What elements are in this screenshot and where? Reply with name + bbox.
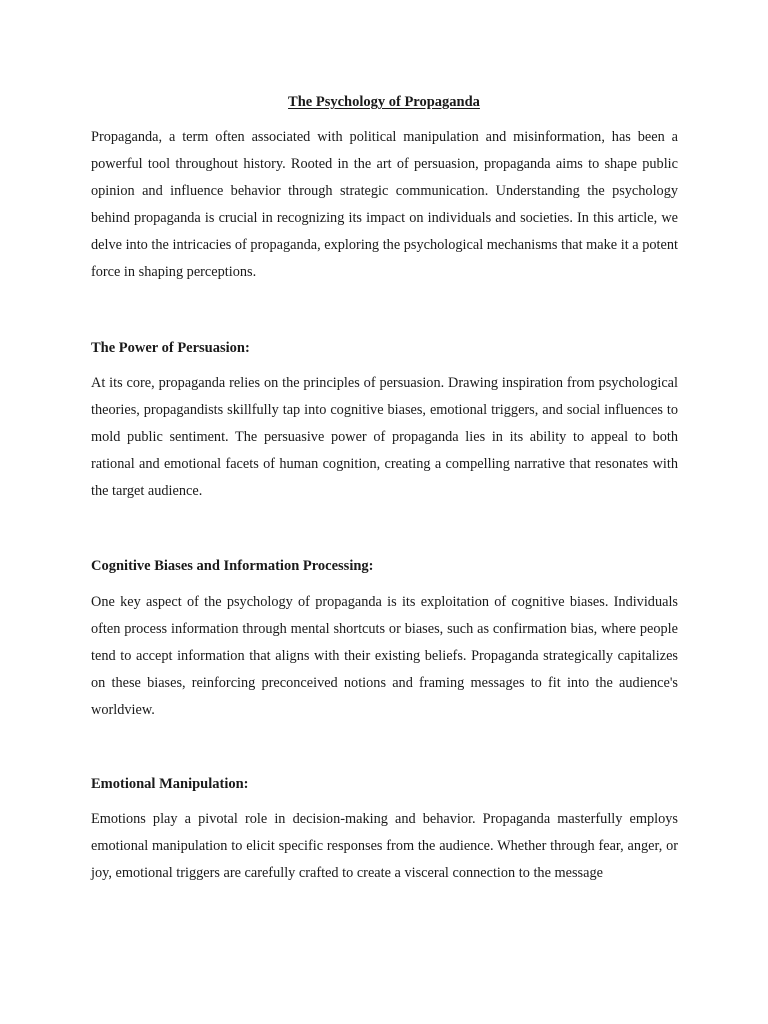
section-heading-power-of-persuasion: The Power of Persuasion: <box>91 340 250 356</box>
intro-paragraph: Propaganda, a term often associated with political manipulation and misinformation, has been a powerful tool throughout history. Rooted in the art of persuasion, propaganda aims to shape public opinion and influence behavior through strategic communication. Understanding the psychology behind propaganda is crucial in recognizing its impact on individuals and societies. In this article, we delve into the intricacies of propaganda, exploring the psychological mechanisms that make it a potent force in shaping perceptions. <box>91 129 678 280</box>
section-body-cognitive-biases: One key aspect of the psychology of propaganda is its exploitation of cognitive biases. Individuals often process information through mental shortcuts or biases, such as confirmation bias, where people tend to accept information that aligns with their existing beliefs. Propaganda strategically capitalizes on these biases, reinforcing preconceived notions and framing messages to fit into the audience's worldview. <box>91 594 678 718</box>
section-heading-emotional-manipulation: Emotional Manipulation: <box>91 776 249 792</box>
section-heading-cognitive-biases: Cognitive Biases and Information Processing: <box>91 558 374 574</box>
section-body-emotional-manipulation: Emotions play a pivotal role in decision-making and behavior. Propaganda masterfully employs emotional manipulation to elicit specific responses from the audience. Whether through fear, anger, or joy, emotional triggers are carefully crafted to create a visceral connection to the message <box>91 811 678 881</box>
section-body-power-of-persuasion: At its core, propaganda relies on the principles of persuasion. Drawing inspiration from psychological theories, propagandists skillfully tap into cognitive biases, emotional triggers, and social influences to mold public sentiment. The persuasive power of propaganda lies in its ability to appeal to both rational and emotional facets of human cognition, creating a compelling narrative that resonates with the target audience. <box>91 375 678 499</box>
document-title: The Psychology of Propaganda <box>288 94 480 110</box>
